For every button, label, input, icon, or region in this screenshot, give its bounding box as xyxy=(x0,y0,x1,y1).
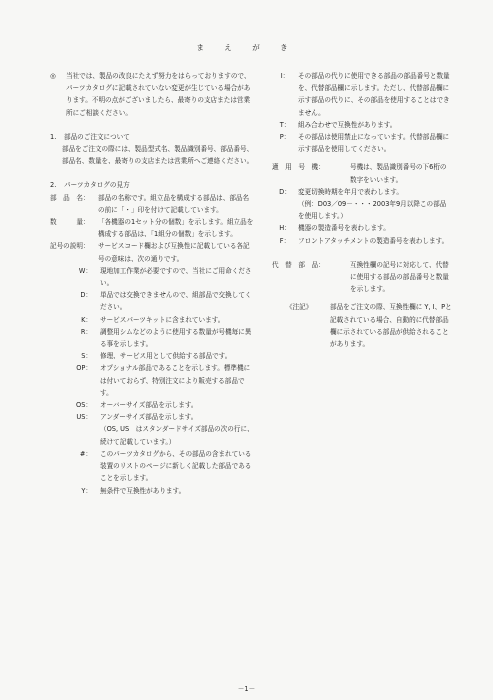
symbol-row xyxy=(50,485,255,497)
symbol-code xyxy=(50,423,100,447)
symbol-text: アンダーサイズ部品を示します。 xyxy=(100,413,198,422)
symbol-code: P： xyxy=(279,133,291,142)
section2-title: パーツカタログの見方 xyxy=(64,181,130,190)
page-title: ま え が き xyxy=(196,43,297,52)
symbol-text: 現地加工作業が必要ですので、当社にご用命ください。 xyxy=(100,266,252,288)
field-quantity xyxy=(50,216,255,240)
field-part-name xyxy=(50,192,255,216)
note-paragraph xyxy=(272,301,452,350)
symbol-row xyxy=(50,399,255,411)
symbol-text: 修理、サービス用として供給する部品です。 xyxy=(100,352,232,361)
symbol-row xyxy=(50,326,255,350)
symbol-row xyxy=(272,222,452,234)
field-label: 代 替 部 品： xyxy=(272,260,325,269)
page-number: －1－ xyxy=(237,685,256,693)
symbol-row xyxy=(272,131,452,155)
symbol-text: このパーツカタログから、その部品の含まれている装置のリストのページに新しく記載した部品であることを示します。 xyxy=(100,449,252,483)
symbol-text: （OS, US はスタンダードサイズ部品の次の行に、続けて記載しています。） xyxy=(100,425,254,446)
symbol-text: 調整用シムなどのように使用する数量が号機毎に異る事を示します。 xyxy=(100,327,252,349)
symbol-text: （例：D03／09－・・・2003年9月以降この部品を使用します。） xyxy=(298,200,447,221)
field-applicable-serial xyxy=(272,161,452,185)
symbol-text: その部品は使用禁止になっています。代替部品欄に示す部品を使用してください。 xyxy=(298,133,450,154)
symbol-code: K： xyxy=(81,315,92,324)
field-text: 「各機器の1セット分の個数」を示します。組立品を構成する部品は、「1組分の個数」を示します。 xyxy=(98,218,254,239)
symbol-row xyxy=(272,186,452,198)
right-column xyxy=(272,70,452,350)
intro-mark: ◎ xyxy=(50,72,56,80)
symbol-code: F： xyxy=(279,236,291,245)
section1-text: 部品をご注文の際には、製品型式名、製品識別番号、部品番号、部品名、数量を、最寄りの支店または営業所へご連絡ください。 xyxy=(62,145,254,166)
intro-text: 当社では、製品の改良にたえず努力をはらっておりますので、パーツカタログに記載されていない変更が生じている場合があります。不明の点がございましたら、最寄りの支店または営業所にご相談ください。 xyxy=(66,72,251,117)
field-text: サービスコード欄および互換性に記載している各記号の意味は、次の通りです。 xyxy=(98,242,250,263)
field-label: 記号の説明： xyxy=(50,242,90,251)
section2-number: 2. xyxy=(50,181,57,190)
symbol-code: S： xyxy=(81,352,92,361)
section1-number: 1. xyxy=(50,132,57,141)
symbol-row xyxy=(272,235,452,247)
symbol-row-note xyxy=(50,423,255,447)
symbol-row xyxy=(272,70,452,119)
symbol-row xyxy=(50,350,255,362)
symbol-code: T： xyxy=(279,120,291,129)
symbol-row xyxy=(50,411,255,423)
symbol-code: OP： xyxy=(76,364,92,373)
symbol-code: D： xyxy=(80,291,92,300)
field-label: 適 用 号 機： xyxy=(272,163,325,172)
left-column xyxy=(50,70,255,497)
symbol-code: R： xyxy=(80,327,92,336)
field-replacement-part xyxy=(272,259,452,296)
symbol-text: 単品では交換できませんので、組部品で交換してください。 xyxy=(100,291,252,312)
section1-title: 部品のご注文について xyxy=(64,132,130,141)
field-text: 号機は、製品識別番号の下6桁の数字をいいます。 xyxy=(350,163,447,184)
symbol-code: Y： xyxy=(81,486,92,495)
section2-heading xyxy=(50,179,255,191)
field-text: 部品の名称です。組立品を構成する部品は、部品名の前に「・」印を付けて記載しています。 xyxy=(98,193,250,214)
field-text: 互換性欄の記号に対応して、代替に使用する部品の部品番号と数量を示します。 xyxy=(350,260,449,294)
symbol-row xyxy=(50,314,255,326)
note-label: 《注記》 xyxy=(286,303,313,312)
symbol-text: 無条件で互換性があります。 xyxy=(100,486,186,495)
symbol-row xyxy=(272,119,452,131)
symbol-row xyxy=(50,362,255,399)
symbol-code: W： xyxy=(78,266,92,275)
symbol-code: US： xyxy=(76,413,92,422)
section1-body xyxy=(50,143,255,167)
symbol-row-example xyxy=(272,198,452,222)
symbol-text: フロントアタッチメントの製造番号を表わします。 xyxy=(298,236,449,245)
symbol-code: D： xyxy=(279,187,291,196)
symbol-text: その部品の代りに使用できる部品の部品番号と数量を、代替部品欄に示します。ただし、代替部品欄に示す部品の代りに、その部品を使用することはできません。 xyxy=(298,72,450,117)
symbol-text: 機器の製造番号を表わします。 xyxy=(298,224,390,233)
symbol-row xyxy=(50,448,255,485)
symbol-code: I： xyxy=(280,72,290,80)
field-label: 部 品 名： xyxy=(50,193,90,202)
symbol-text: 変更切換時期を年月で表わします。 xyxy=(298,187,403,196)
symbol-text: オーバーサイズ部品を示します。 xyxy=(100,401,198,410)
symbol-code: H： xyxy=(279,224,291,233)
field-symbol-legend xyxy=(50,240,255,264)
symbol-code: OS： xyxy=(76,401,92,410)
symbol-row xyxy=(50,289,255,313)
symbol-code: #： xyxy=(79,449,92,458)
symbol-text: 組み合わせで互換性があります。 xyxy=(298,120,397,129)
intro-paragraph xyxy=(50,70,255,119)
note-text: 部品をご注文の際、互換性欄に Y, I、Pと記載されている場合、自動的に代替部品欄に示されている部品が供給されることがあります。 xyxy=(330,303,452,349)
field-label: 数 量： xyxy=(50,218,90,227)
symbol-row xyxy=(50,265,255,289)
section1-heading xyxy=(50,131,255,143)
symbol-text: サービスパーツキットに含まれています。 xyxy=(100,315,225,324)
symbol-code xyxy=(272,198,298,222)
symbol-text: オプショナル部品であることを示します。標準機には付いておらず、特別注文により販売する部品です。 xyxy=(100,364,251,397)
